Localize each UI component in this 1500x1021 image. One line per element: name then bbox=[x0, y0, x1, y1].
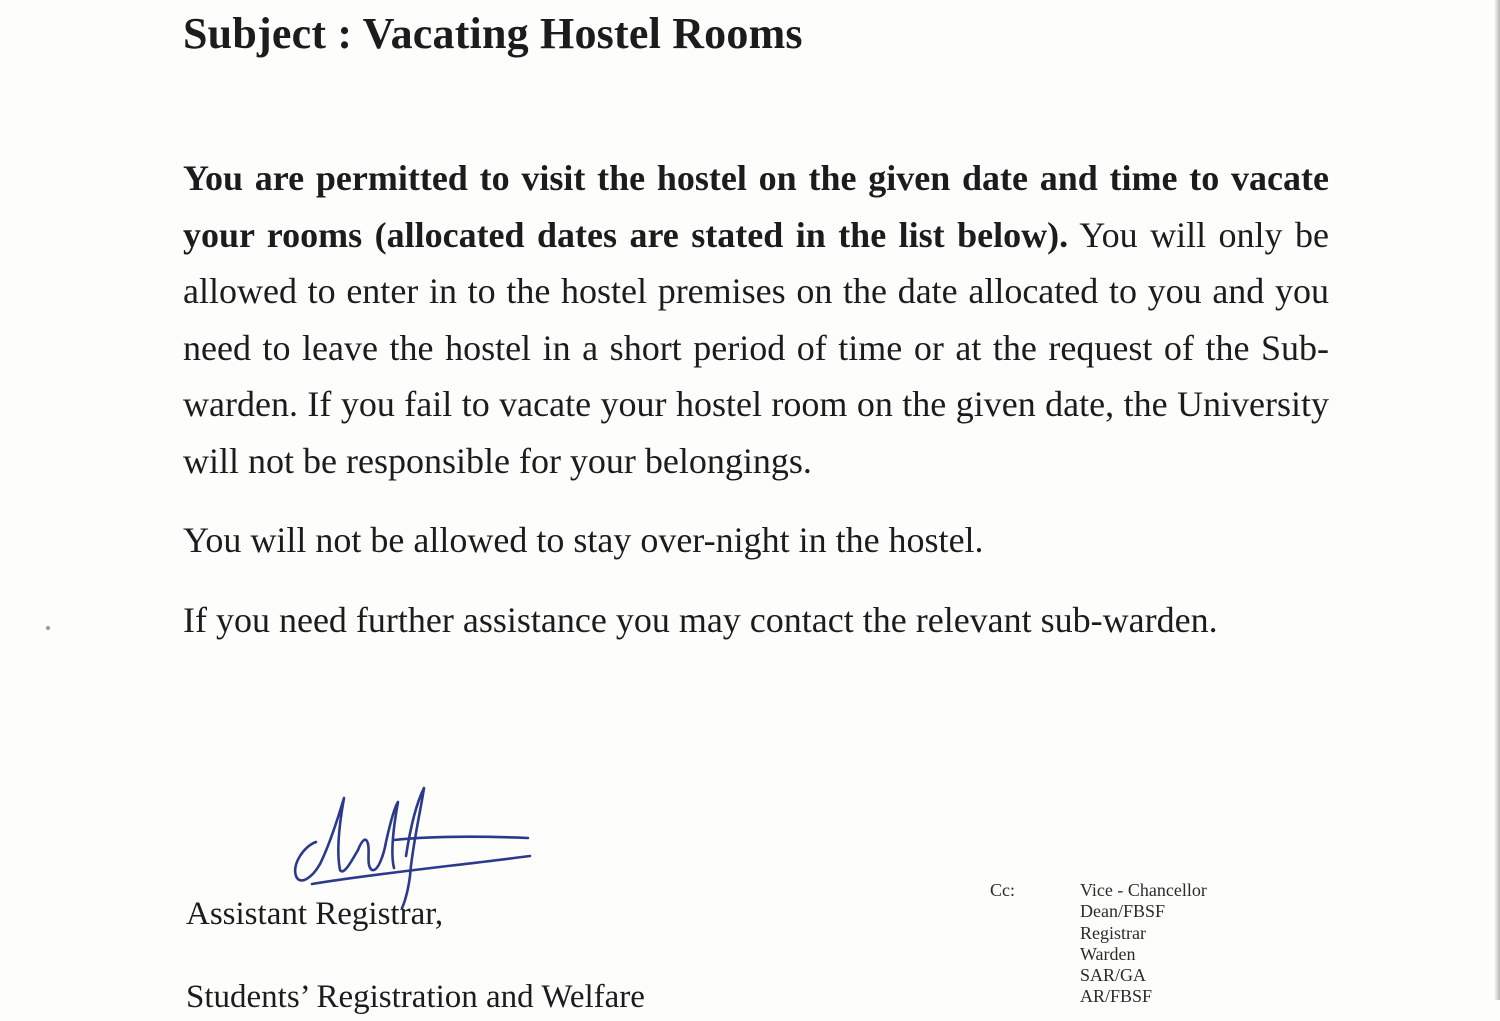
cc-recipient: Dean/FBSF bbox=[1080, 901, 1166, 922]
scan-speck bbox=[46, 626, 50, 630]
signatory-title: Assistant Registrar, bbox=[186, 896, 444, 932]
cc-recipient: Vice - Chancellor bbox=[1080, 880, 1207, 900]
cc-recipient: SAR/GA bbox=[1080, 965, 1147, 986]
signatory-department: Students’ Registration and Welfare bbox=[186, 979, 645, 1015]
scan-shadow-edge bbox=[1494, 0, 1500, 1000]
letter-body bbox=[183, 150, 1329, 648]
paragraph-assistance: If you need further assistance you may contact the relevant sub-warden. bbox=[183, 599, 1218, 640]
cc-recipient: Warden bbox=[1080, 943, 1136, 964]
paragraph-permission-regular: You will only be allowed to enter in to the hostel premises on the date allocated to you and you need to leave the hostel in a short period of time or at the request of the Sub-warden. If you fail to vacate your hostel room on the given date, the University will not be responsible for your belongings. bbox=[183, 214, 1329, 481]
cc-recipient: Registrar bbox=[1080, 922, 1146, 943]
paragraph-permission bbox=[183, 150, 1329, 489]
cc-recipient: AR/FBSF bbox=[1080, 986, 1153, 1007]
cc-recipient-list bbox=[1080, 880, 1207, 1008]
paragraph-permission-bold: You are permitted to visit the hostel on the given date and time to vacate your rooms (allocated dates are stated in the list below). bbox=[183, 158, 1329, 255]
cc-label: Cc: bbox=[990, 880, 1015, 900]
subject-heading: Subject : Vacating Hostel Rooms bbox=[183, 9, 803, 58]
paragraph-overnight: You will not be allowed to stay over-night in the hostel. bbox=[183, 520, 984, 560]
